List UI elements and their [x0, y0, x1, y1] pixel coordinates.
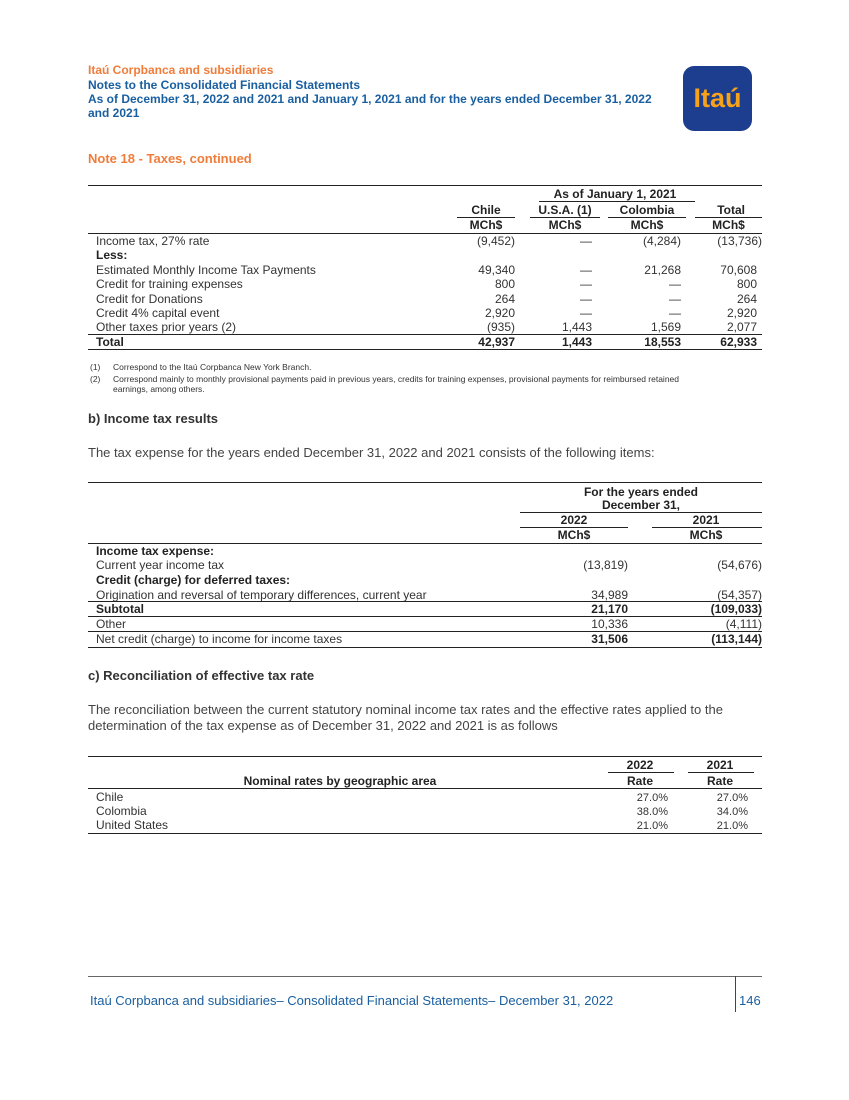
section-b-title: b) Income tax results [88, 411, 219, 426]
cell-colombia: (4,284) [642, 234, 681, 248]
cell-chile: 264 [494, 292, 515, 306]
table-top-rule [88, 756, 762, 757]
footnote-1-mark: (1) [90, 362, 101, 372]
unit-chile: MCh$ [469, 218, 503, 232]
table-top-rule [88, 482, 762, 483]
cell-chile: (9,452) [476, 234, 515, 248]
table-bottom-rule [88, 833, 762, 834]
cell-2022: 34,989 [591, 588, 628, 602]
cell-usa: — [580, 277, 592, 291]
row-label: Subtotal [96, 602, 144, 616]
footer-text: Itaú Corpbanca and subsidiaries– Consolidated Financial Statements– December 31, 2022 [90, 993, 614, 1008]
cell-colombia: — [669, 277, 681, 291]
section-b-intro: The tax expense for the years ended December 31, 2022 and 2021 consists of the following items: [88, 445, 655, 460]
table-header-rule [88, 788, 762, 789]
row-label: Chile [96, 790, 124, 804]
group-header-line1: For the years ended [583, 485, 699, 499]
cell-2021: (109,033) [710, 602, 762, 616]
row-label: Income tax, 27% rate [96, 234, 210, 248]
header-period-cont: and 2021 [88, 106, 140, 120]
col-rule-2022 [608, 772, 674, 773]
unit-colombia: MCh$ [630, 218, 664, 232]
cell-2022: 38.0% [636, 806, 668, 818]
col-header-2021: 2021 [692, 513, 720, 527]
row-label: Credit for Donations [96, 292, 203, 306]
total-chile: 42,937 [478, 335, 515, 349]
cell-2021: 27.0% [716, 792, 748, 804]
cell-2021: (54,357) [717, 588, 762, 602]
cell-2022: 27.0% [636, 792, 668, 804]
cell-total: (13,736) [717, 234, 762, 248]
total-bottom-rule [88, 349, 762, 350]
row-label: Credit for training expenses [96, 277, 243, 291]
row-label: Income tax expense: [96, 544, 215, 558]
row-label: Colombia [96, 804, 147, 818]
row-label: Credit (charge) for deferred taxes: [96, 573, 291, 587]
row-label: Origination and reversal of temporary differences, current year [96, 588, 427, 602]
subtotal-bottom-rule [88, 616, 762, 617]
subtotal-top-rule [88, 601, 762, 602]
cell-usa: — [580, 263, 592, 277]
cell-2021: (113,144) [711, 632, 762, 646]
footer-divider [735, 976, 736, 1012]
cell-chile: (935) [486, 320, 515, 334]
total-usa: 1,443 [561, 335, 592, 349]
col-header-2022: 2022 [560, 513, 588, 527]
unit-usa: MCh$ [548, 218, 582, 232]
footnote-2-text: Correspond mainly to monthly provisional payments paid in previous years, credits for training expenses, provisional payments for reimbursed retained [113, 374, 679, 384]
row-label: Estimated Monthly Income Tax Payments [96, 263, 316, 277]
header-period: As of December 31, 2022 and 2021 and January 1, 2021 and for the years ended December 31, 2022 [88, 92, 652, 106]
section-c-intro-2: determination of the tax expense as of December 31, 2022 and 2021 is as follows [88, 718, 558, 733]
cell-usa: 1,443 [561, 320, 592, 334]
cell-chile: 2,920 [484, 306, 515, 320]
nominal-rates-header: Nominal rates by geographic area [243, 774, 437, 788]
total-colombia: 18,553 [644, 335, 681, 349]
col-header-total: Total [717, 203, 745, 217]
footer-rule [88, 976, 762, 977]
cell-2022: 21,170 [591, 602, 628, 616]
row-label: Less: [96, 248, 128, 262]
table-top-rule [88, 185, 762, 186]
cell-2021: (4,111) [725, 617, 762, 631]
total-label: Total [96, 335, 124, 349]
cell-colombia: — [669, 292, 681, 306]
row-label: United States [96, 818, 169, 832]
cell-usa: — [580, 306, 592, 320]
cell-chile: 49,340 [478, 263, 515, 277]
cell-2022: (13,819) [583, 558, 628, 572]
header-subtitle: Notes to the Consolidated Financial Statements [88, 78, 361, 92]
itau-logo: Itaú [683, 66, 752, 131]
section-c-title: c) Reconciliation of effective tax rate [88, 668, 315, 683]
cell-total: 800 [736, 277, 757, 291]
footnote-2-text-cont: earnings, among others. [113, 384, 205, 394]
unit-2022: MCh$ [557, 528, 591, 542]
company-name: Itaú Corpbanca and subsidiaries [88, 63, 274, 77]
row-label: Current year income tax [96, 558, 225, 572]
group-header-rule [539, 201, 695, 202]
row-label: Other taxes prior years (2) [96, 320, 237, 334]
footnote-1-text: Correspond to the Itaú Corpbanca New York Branch. [113, 362, 312, 372]
cell-2022: 31,506 [591, 632, 628, 646]
col-header-usa: U.S.A. (1) [538, 203, 592, 217]
row-label: Other [96, 617, 127, 631]
cell-chile: 800 [494, 277, 515, 291]
footnote-2-mark: (2) [90, 374, 101, 384]
cell-2022: 21.0% [636, 820, 668, 832]
col-header-2022: 2022 [626, 758, 654, 772]
cell-2022: 10,336 [591, 617, 628, 631]
table-group-header: As of January 1, 2021 [553, 187, 677, 201]
col-header-colombia: Colombia [619, 203, 675, 217]
cell-usa: — [580, 292, 592, 306]
cell-colombia: 21,268 [644, 263, 681, 277]
rate-header-2021: Rate [706, 774, 733, 788]
cell-total: 264 [736, 292, 757, 306]
col-header-chile: Chile [471, 203, 501, 217]
cell-colombia: 1,569 [650, 320, 681, 334]
unit-2021: MCh$ [689, 528, 723, 542]
col-rule-2021 [688, 772, 754, 773]
cell-colombia: — [669, 306, 681, 320]
cell-usa: — [580, 234, 592, 248]
net-bottom-rule [88, 647, 762, 648]
row-label: Credit 4% capital event [96, 306, 220, 320]
cell-total: 2,920 [726, 306, 757, 320]
col-header-2021: 2021 [706, 758, 734, 772]
cell-2021: (54,676) [717, 558, 762, 572]
group-header-line2: December 31, [601, 498, 681, 512]
group-header-rule [520, 512, 762, 513]
unit-total: MCh$ [712, 218, 745, 232]
cell-2021: 21.0% [716, 820, 748, 832]
page-number: 146 [739, 993, 761, 1008]
rate-header-2022: Rate [626, 774, 653, 788]
cell-total: 2,077 [726, 320, 757, 334]
section-c-intro-1: The reconciliation between the current statutory nominal income tax rates and the effective rates applied to the [88, 702, 723, 717]
cell-total: 70,608 [720, 263, 757, 277]
cell-2021: 34.0% [716, 806, 748, 818]
row-label: Net credit (charge) to income for income taxes [96, 632, 343, 646]
note-title: Note 18 - Taxes, continued [88, 151, 252, 166]
total-total: 62,933 [720, 335, 757, 349]
